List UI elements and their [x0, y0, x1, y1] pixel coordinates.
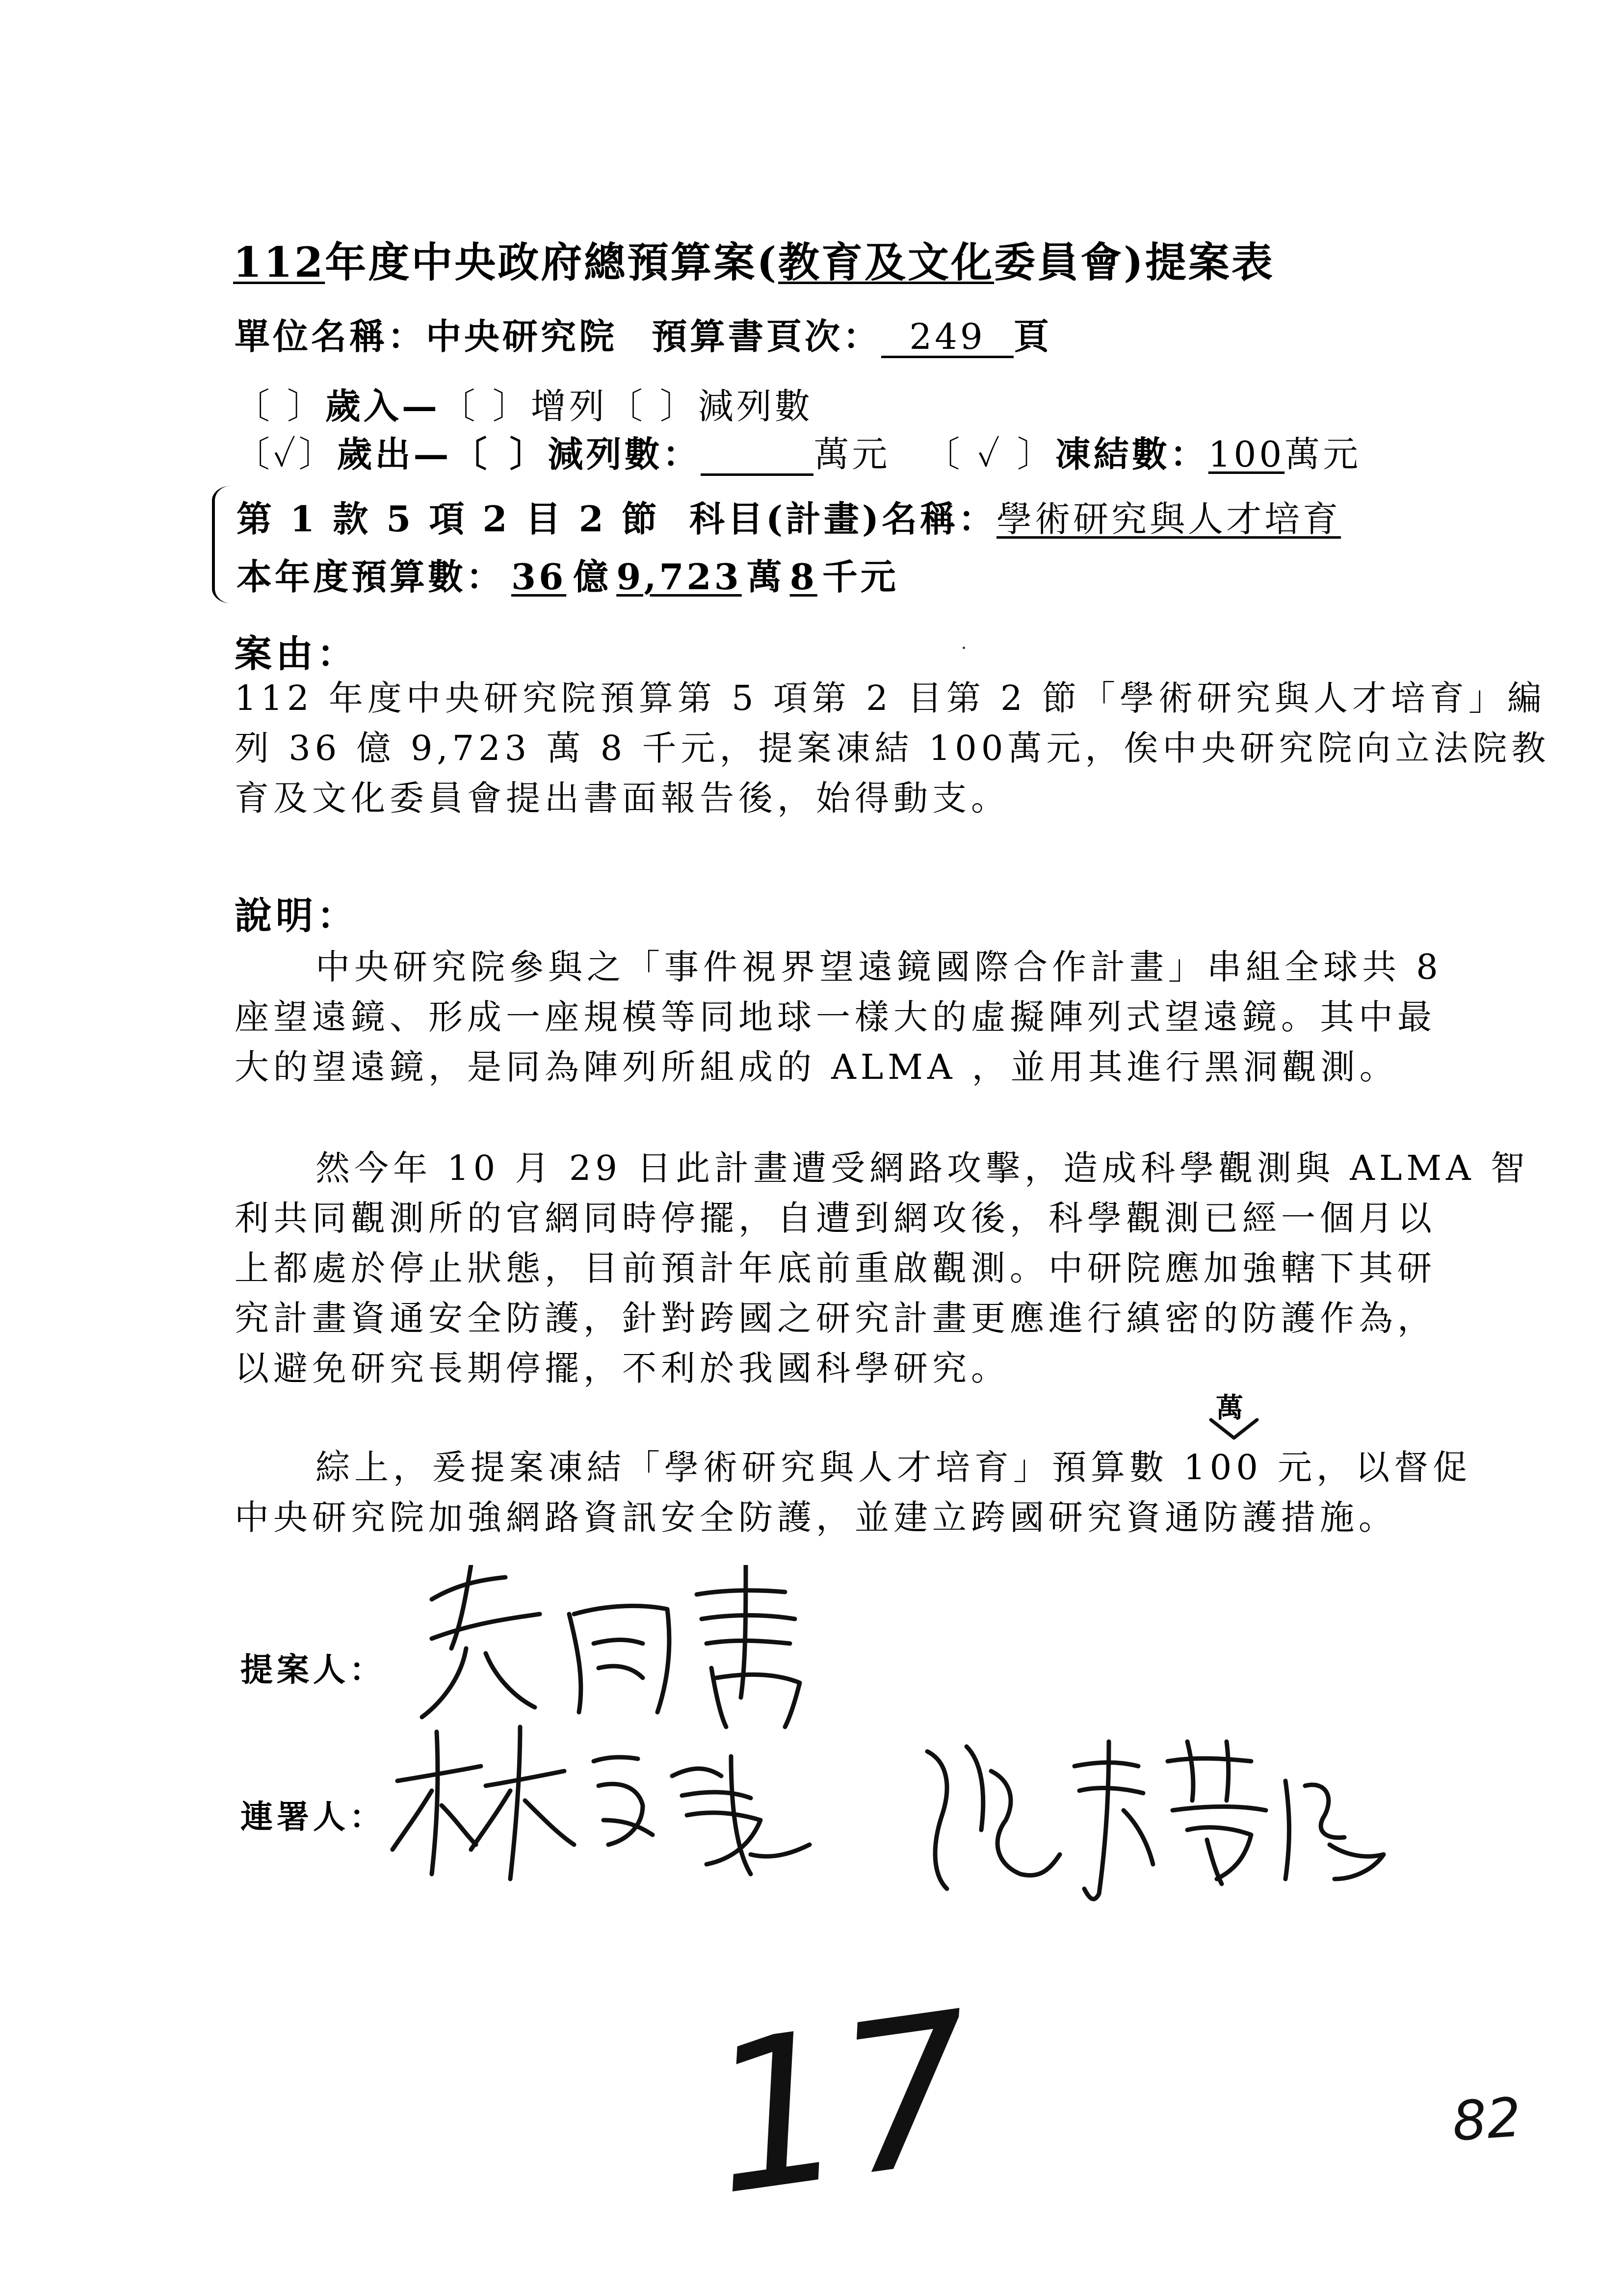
freeze-amount-label: 凍結數： — [1055, 433, 1208, 475]
subject-name-label: 科目(計畫)名稱： — [689, 498, 997, 540]
budget-unit-billion: 億 — [573, 556, 612, 598]
expense-line — [235, 426, 1361, 477]
reason-line: 育及文化委員會提出書面報告後，始得動支。 — [235, 778, 1010, 818]
title-text-1: 年度中央政府總預算案( — [325, 238, 779, 287]
reduce-amount-blank — [701, 436, 813, 476]
expense-checkbox-checked: 〔✓〕 — [235, 434, 337, 475]
freeze-amount-value: 100 — [1208, 434, 1285, 475]
explanation-heading: 說明： — [235, 894, 358, 938]
subject-name-value: 學術研究與人才培育 — [996, 498, 1341, 540]
handwritten-page-number-large: 17 — [696, 1967, 989, 2242]
reduce-amount-unit: 萬元 — [813, 434, 891, 475]
budget-page-suffix: 頁 — [1014, 315, 1052, 357]
budget-amount-label: 本年度預算數： — [236, 556, 505, 598]
explanation-para-2 — [235, 1143, 1529, 1393]
revenue-line — [235, 378, 813, 429]
explanation-line: 然今年 10 月 29 日此計畫遭受網路攻擊，造成科學觀測與 ALMA 智 — [315, 1148, 1529, 1188]
reason-line: 列 36 億 9,723 萬 8 千元，提案凍結 100萬元，俟中央研究院向立法院教 — [235, 728, 1550, 768]
explanation-line: 中央研究院參與之「事件視界望遠鏡國際合作計畫」串組全球共 8 — [315, 947, 1442, 987]
revenue-label: 歲入— — [325, 385, 440, 427]
reduce-amount-label: 〕減列數： — [509, 433, 701, 475]
budget-unit-thousand: 千元 — [822, 556, 899, 598]
explanation-line: 以避免研究長期停擺，不利於我國科學研究。 — [235, 1348, 1010, 1388]
revenue-add-checkbox: 〔 〕 — [440, 386, 531, 427]
scan-speck — [963, 647, 965, 649]
reason-line: 112 年度中央研究院預算第 5 項第 2 目第 2 節「學術研究與人才培育」編 — [235, 678, 1546, 718]
explanation-line: 大的望遠鏡，是同為陣列所組成的 ALMA ，並用其進行黑洞觀測。 — [235, 1047, 1398, 1087]
explanation-line: 究計畫資通安全防護，針對跨國之研究計畫更應進行縝密的防護作為， — [235, 1298, 1436, 1338]
freeze-checkbox-checked: 〔 ✓ 〕 — [924, 434, 1055, 475]
budget-amount-ten-thousand: 9,723 — [616, 556, 742, 598]
freeze-amount-unit: 萬元 — [1284, 434, 1362, 475]
revenue-reduce-label: 減列數 — [698, 386, 813, 427]
explanation-line: 利共同觀測所的官網同時停擺，自遭到網攻後，科學觀測已經一個月以 — [235, 1198, 1436, 1238]
proposer-label: 提案人： — [240, 1650, 386, 1689]
page-title — [233, 230, 1275, 289]
title-committee: 教育及文化 — [778, 238, 995, 287]
explanation-line: 上都處於停止狀態，目前預計年底前重啟觀測。中研院應加強轄下其研 — [235, 1248, 1436, 1288]
cosigner-signature-2-handwriting — [913, 1732, 1393, 1908]
unit-line — [235, 308, 1052, 359]
reason-heading: 案由： — [235, 632, 358, 676]
explanation-para-1 — [235, 942, 1442, 1092]
title-year: 112 — [233, 238, 325, 287]
cosigner-label: 連署人： — [240, 1798, 386, 1836]
unit-name: 單位名稱：中央研究院 — [235, 315, 618, 357]
revenue-add-label: 增列 — [530, 386, 607, 427]
explanation-line: 座望遠鏡、形成一座規模等同地球一樣大的虛擬陣列式望遠鏡。其中最 — [235, 997, 1436, 1037]
budget-page-value: 249 — [881, 318, 1014, 358]
revenue-reduce-checkbox: 〔 〕 — [607, 386, 698, 427]
explanation-line: 綜上，爰提案凍結「學術研究與人才培育」預算數 100 元，以督促 — [315, 1447, 1472, 1487]
explanation-line: 中央研究院加強網路資訊安全防護，並建立跨國研究資通防護措施。 — [235, 1497, 1397, 1538]
explanation-para-3 — [235, 1442, 1471, 1542]
subject-section: 第 1 款 5 項 2 目 2 節 — [236, 498, 660, 540]
budget-amount-billion: 36 — [511, 556, 567, 598]
handwritten-page-number-small: 82 — [1450, 2086, 1523, 2153]
cosigner-signature-1-handwriting — [388, 1707, 819, 1884]
handwritten-insert-mark: 萬 — [1216, 1392, 1243, 1424]
revenue-checkbox: 〔 〕 — [235, 386, 325, 427]
budget-amount-line — [236, 548, 899, 600]
proposer-signature-handwriting — [412, 1565, 814, 1732]
budget-amount-thousand: 8 — [789, 556, 817, 598]
budget-page-label: 預算書頁次： — [652, 315, 882, 357]
title-text-2: 委員會)提案表 — [994, 238, 1275, 287]
expense-label: 歲出—〔 — [337, 433, 490, 475]
reason-body — [235, 673, 1550, 823]
insert-caret-icon — [1207, 1416, 1261, 1445]
subject-line — [236, 491, 1341, 542]
budget-unit-ten-thousand: 萬 — [746, 556, 785, 598]
subject-brace — [212, 486, 235, 603]
